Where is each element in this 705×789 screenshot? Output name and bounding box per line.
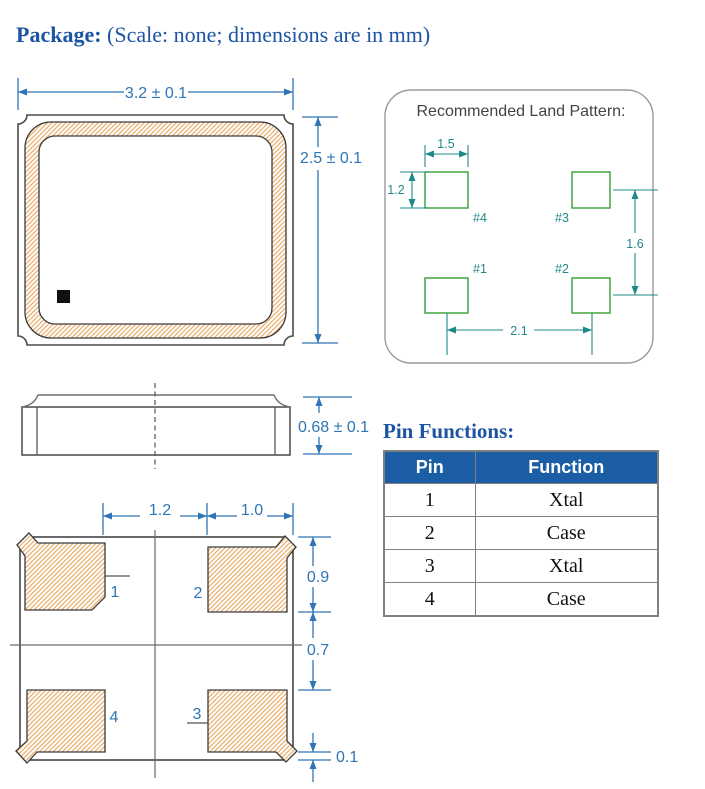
pin-table-header-row	[384, 451, 658, 484]
pin-table-row-4	[384, 583, 658, 617]
land-pad-4	[425, 172, 468, 208]
pin-3-number: 3	[384, 550, 475, 583]
bottom-pad-3-label: 3	[192, 706, 202, 723]
bottom-pad-2	[208, 536, 296, 612]
pin-4-function: Case	[475, 583, 658, 617]
bottom-pad-3	[208, 690, 297, 762]
bottom-pad-1-label: 1	[110, 584, 120, 601]
bottom-dim-top	[103, 502, 293, 535]
side-view-drawing	[0, 380, 420, 476]
bottom-pad-2-label: 2	[193, 585, 203, 602]
top-view-height-dimension	[300, 117, 362, 343]
land-dim-row-pitch-text: 1.6	[626, 237, 644, 251]
pin-1-number: 1	[384, 484, 475, 517]
pin-2-function: Case	[475, 517, 658, 550]
land-pad-1	[425, 278, 468, 313]
page-title	[16, 22, 430, 48]
bottom-dim-pad-width-text: 1.0	[240, 502, 264, 519]
bottom-view-drawing	[0, 488, 368, 789]
pin-table-row-3	[384, 550, 658, 583]
lid-inner-area	[39, 136, 272, 324]
pin-1-function: Xtal	[475, 484, 658, 517]
bottom-dim-center-gap-text: 0.7	[306, 642, 330, 659]
land-dim-row-pitch	[613, 190, 658, 295]
side-view-height-dimension	[298, 397, 369, 454]
bottom-dim-inner-gap-text: 1.2	[148, 502, 172, 519]
land-pattern-drawing	[380, 88, 662, 370]
land-pad-1-label: #1	[473, 262, 487, 276]
land-pad-4-label: #4	[473, 211, 487, 225]
land-dim-pad-width	[425, 137, 468, 167]
side-view-base	[22, 407, 290, 455]
pin-functions-table	[383, 450, 659, 617]
land-dim-pad-width-text: 1.5	[437, 137, 455, 151]
pin-table-header-function: Function	[475, 451, 658, 484]
pin-functions-title: Pin Functions:	[383, 419, 515, 443]
pin-table-row-1	[384, 484, 658, 517]
bottom-pad-1	[17, 533, 105, 610]
land-dim-pad-height-text: 1.2	[387, 183, 405, 197]
top-view-drawing	[0, 70, 380, 362]
side-view-height-dim-text: 0.68 ± 0.1	[298, 419, 370, 436]
bottom-dim-pad-height-text: 0.9	[306, 569, 330, 586]
land-pad-3	[572, 172, 610, 208]
land-dim-col-pitch	[447, 313, 592, 355]
bottom-pad-4-label: 4	[109, 709, 119, 726]
land-pattern-title: Recommended Land Pattern:	[416, 103, 626, 120]
bottom-pad-4	[16, 690, 105, 763]
top-view-width-dim-text: 3.2 ± 0.1	[124, 85, 188, 102]
pin-table-row-2	[384, 517, 658, 550]
land-dim-col-pitch-text: 2.1	[510, 324, 528, 338]
pin-table-header-pin: Pin	[384, 451, 475, 484]
page-title-label: Package:	[16, 22, 102, 47]
land-pad-2	[572, 278, 610, 313]
land-pad-3-label: #3	[555, 211, 569, 225]
pin-3-function: Xtal	[475, 550, 658, 583]
land-dim-pad-height	[387, 172, 428, 208]
pin1-index-mark	[57, 290, 70, 303]
land-pad-2-label: #2	[555, 262, 569, 276]
pin-4-number: 4	[384, 583, 475, 617]
land-pattern-border	[385, 90, 653, 363]
top-view-width-dimension	[18, 78, 293, 110]
page-title-note: (Scale: none; dimensions are in mm)	[101, 22, 431, 47]
top-view-height-dim-text: 2.5 ± 0.1	[299, 150, 363, 167]
pin-2-number: 2	[384, 517, 475, 550]
side-view-lid	[22, 395, 290, 407]
bottom-dim-edge-offset-text: 0.1	[336, 749, 359, 766]
bottom-dim-right	[298, 537, 358, 782]
